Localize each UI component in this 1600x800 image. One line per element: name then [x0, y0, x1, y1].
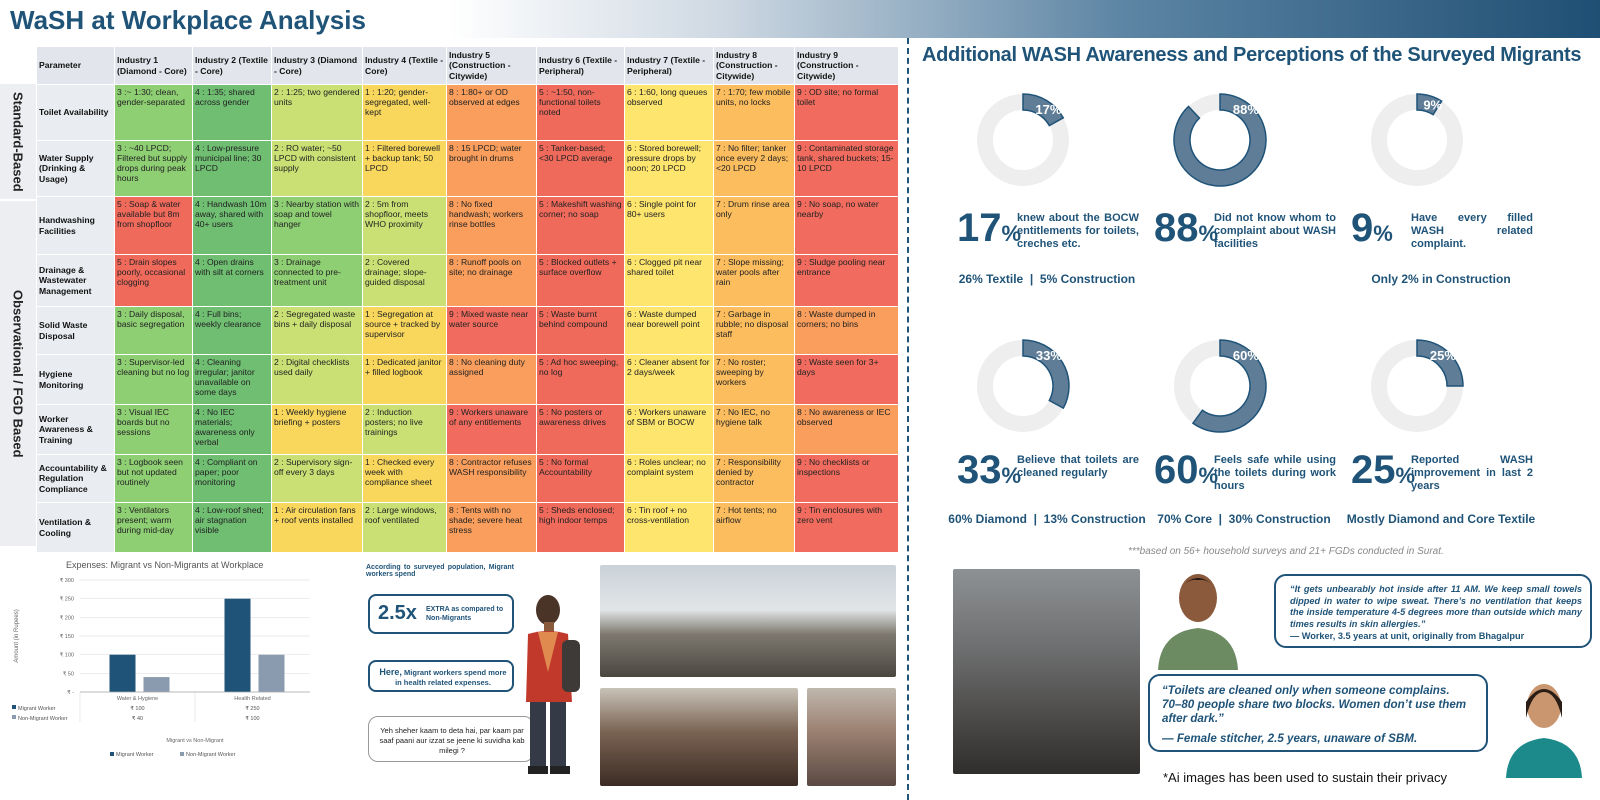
table-value: ₹ 250 — [245, 706, 260, 712]
donut-label: 25% — [1429, 348, 1456, 364]
row-parameter: Accountability & Regulation Compliance — [37, 455, 115, 503]
stat-number — [957, 448, 1021, 493]
matrix-cell: 5 : No formal Accountability — [537, 455, 625, 503]
matrix-cell: 7 : Responsibility denied by contractor — [714, 455, 795, 503]
row-parameter: Handwashing Facilities — [37, 197, 115, 255]
matrix-cell: 8 : 1:80+ or OD observed at edges — [447, 85, 537, 141]
x-tick-label: Health Related — [234, 696, 271, 702]
stat-breakdown: 26% Textile | 5% Construction — [958, 272, 1136, 286]
matrix-cell: 5 : ~1:50, non-functional toilets noted — [537, 85, 625, 141]
panel-divider — [907, 38, 909, 800]
matrix-cell: 3 :~ 1:30; clean, gender-separated — [115, 85, 193, 141]
row-parameter: Water Supply (Drinking & Usage) — [37, 141, 115, 197]
quote-2-attribution: — Female stitcher, 2.5 years, unaware of SBM. — [1162, 732, 1418, 745]
stat-number — [1351, 206, 1393, 251]
matrix-cell: 7 : Hot tents; no airflow — [714, 503, 795, 553]
header-industry-4: Industry 4 (Textile - Core) — [363, 47, 447, 85]
quote-2-text: “Toilets are cleaned only when someone complains. 70–80 people share two blocks. Women don’t use them after dark.” — [1162, 684, 1467, 726]
matrix-cell: 8 : Contractor refuses WASH responsibility — [447, 455, 537, 503]
here-text: Migrant workers spend more in health related expenses. — [395, 668, 507, 688]
stat-number-value: 9 — [1351, 206, 1374, 250]
y-tick-label: ₹ - — [67, 690, 74, 696]
matrix-cell: 6 : Clogged pit near shared toilet — [625, 255, 714, 307]
matrix-cell: 7 : No IEC, no hygiene talk — [714, 405, 795, 455]
matrix-cell: 3 : Drainage connected to pre-treatment unit — [272, 255, 363, 307]
matrix-cell: 4 : Open drains with silt at corners — [193, 255, 272, 307]
stat-description: Feels safe while using the toilets during work hours — [1214, 454, 1336, 493]
matrix-cell: 5 : Waste burnt behind compound — [537, 307, 625, 355]
matrix-cell: 2 : 1:25; two gendered units — [272, 85, 363, 141]
matrix-cell: 3 : Ventilators present; warm during mid-day — [115, 503, 193, 553]
worker-portrait-photo — [807, 688, 896, 786]
header-industry-3: Industry 3 (Diamond - Core) — [272, 47, 363, 85]
donut-chart — [1352, 321, 1482, 451]
header-industry-2: Industry 2 (Textile - Core) — [193, 47, 272, 85]
row-parameter: Worker Awareness & Training — [37, 405, 115, 455]
stat-breakdown: 70% Core | 30% Construction — [1157, 512, 1331, 526]
matrix-cell: 9 : Workers unaware of any entitlements — [447, 405, 537, 455]
stat-number-value: 25 — [1351, 448, 1396, 492]
chart-title: Expenses: Migrant vs Non-Migrants at Workplace — [66, 560, 264, 570]
matrix-row — [37, 405, 899, 455]
matrix-row — [37, 85, 899, 141]
matrix-cell: 4 : 1:35; shared across gender — [193, 85, 272, 141]
donut-label: 88% — [1232, 102, 1259, 118]
matrix-cell: 5 : Sheds enclosed; high indoor temps — [537, 503, 625, 553]
stat-percent-sign: % — [1001, 463, 1022, 488]
stat-description: knew about the BOCW entitlements for toilets, creches etc. — [1017, 212, 1139, 251]
stat-percent-sign: % — [1373, 221, 1393, 246]
expense-chart — [10, 560, 350, 775]
matrix-cell: 8 : No fixed handwash; workers rinse bottles — [447, 197, 537, 255]
matrix-cell: 5 : Soap & water available but 8m from shopfloor — [115, 197, 193, 255]
matrix-cell: 9 : No soap, no water nearby — [795, 197, 899, 255]
site-photo-waste — [600, 565, 896, 677]
stat-number-value: 60 — [1154, 448, 1199, 492]
stat-breakdown: Only 2% in Construction — [1371, 272, 1511, 286]
donut-label: 9% — [1423, 97, 1443, 113]
stat-number — [957, 206, 1021, 251]
side-label-standard — [0, 84, 36, 199]
x-tick-label: Water & Hygiene — [116, 696, 159, 702]
matrix-cell: 2 : Induction posters; no live trainings — [363, 405, 447, 455]
matrix-cell: 2 : Segregated waste bins + daily disposal — [272, 307, 363, 355]
matrix-row — [37, 455, 899, 503]
bar-migrant — [225, 599, 251, 692]
matrix-cell: 2 : Covered drainage; slope-guided disposal — [363, 255, 447, 307]
matrix-cell: 1 : Checked every week with compliance sheet — [363, 455, 447, 503]
matrix-cell: 1 : Segregation at source + tracked by supervisor — [363, 307, 447, 355]
matrix-cell: 6 : Cleaner absent for 2 days/week — [625, 355, 714, 405]
bar-migrant — [110, 655, 136, 692]
matrix-cell: 4 : Low-roof shed; air stagnation visible — [193, 503, 272, 553]
legend-swatch — [180, 752, 184, 756]
matrix-row — [37, 307, 899, 355]
page-title: WaSH at Workplace Analysis — [10, 5, 366, 35]
y-tick-label: ₹ 250 — [59, 596, 74, 603]
table-series-label: Non-Migrant Worker — [18, 716, 68, 722]
ai-image-note: *Ai images has been used to sustain their privacy — [1163, 770, 1447, 785]
donut-chart — [958, 75, 1088, 205]
y-tick-label: ₹ 300 — [59, 578, 74, 584]
legend-swatch — [12, 705, 16, 709]
stat-number-value: 17 — [957, 206, 1002, 250]
matrix-cell: 7 : 1:70; few mobile units, no locks — [714, 85, 795, 141]
table-value: ₹ 100 — [245, 716, 260, 722]
stat-number — [1154, 206, 1218, 251]
matrix-cell: 6 : Waste dumped near borewell point — [625, 307, 714, 355]
table-series-label: Migrant Worker — [18, 706, 56, 712]
matrix-cell: 3 : Daily disposal, basic segregation — [115, 307, 193, 355]
right-panel-title: Additional WASH Awareness and Perceptions of the Surveyed Migrants — [922, 44, 1582, 66]
matrix-cell: 2 : RO water; ~50 LPCD with consistent supply — [272, 141, 363, 197]
table-value: ₹ 40 — [131, 716, 144, 722]
matrix-cell: 9 : Sludge pooling near entrance — [795, 255, 899, 307]
matrix-cell: 4 : Cleaning irregular; janitor unavailable on some days — [193, 355, 272, 405]
here-bold: Here, — [379, 667, 402, 677]
stat-description: Have every filled WASH related complaint. — [1411, 212, 1533, 251]
stat-percent-sign: % — [1001, 221, 1022, 246]
matrix-cell: 1 : Air circulation fans + roof vents installed — [272, 503, 363, 553]
donut-label: 60% — [1232, 348, 1259, 364]
donut-chart — [958, 321, 1088, 451]
workers-group-photo — [600, 688, 798, 786]
header-industry-9: Industry 9 (Construction - Citywide) — [795, 47, 899, 85]
matrix-cell: 5 : Ad hoc sweeping, no log — [537, 355, 625, 405]
matrix-cell: 1 : Filtered borewell + backup tank; 50 LPCD — [363, 141, 447, 197]
factory-floor-photo — [953, 569, 1140, 774]
header-industry-8: Industry 8 (Construction - Citywide) — [714, 47, 795, 85]
matrix-cell: 4 : Compliant on paper; poor monitoring — [193, 455, 272, 503]
donut-label: 17% — [1035, 101, 1062, 117]
matrix-cell: 4 : Full bins; weekly clearance — [193, 307, 272, 355]
matrix-cell: 5 : No posters or awareness drives — [537, 405, 625, 455]
legend-label: Non-Migrant Worker — [186, 752, 236, 758]
stat-number — [1351, 448, 1415, 493]
quote-bubble-2 — [1148, 674, 1488, 752]
quote-1-attribution: — Worker, 3.5 years at unit, originally from Bhagalpur — [1290, 631, 1525, 641]
stat-number — [1154, 448, 1218, 493]
quote-bubble-1 — [1274, 574, 1592, 648]
matrix-cell: 5 : Drain slopes poorly, occasional clogging — [115, 255, 193, 307]
header-industry-5: Industry 5 (Construction - Citywide) — [447, 47, 537, 85]
according-text: According to surveyed population, Migrant workers spend — [366, 564, 514, 578]
matrix-cell: 4 : Low-pressure municipal line; 30 LPCD — [193, 141, 272, 197]
matrix-cell: 8 : No cleaning duty assigned — [447, 355, 537, 405]
stat-percent-sign: % — [1198, 463, 1219, 488]
donut-chart — [1155, 75, 1285, 205]
migrant-worker-image — [516, 592, 586, 778]
matrix-cell: 2 : Supervisory sign-off every 3 days — [272, 455, 363, 503]
matrix-cell: 3 : Nearby station with soap and towel hanger — [272, 197, 363, 255]
matrix-cell: 1 : Dedicated janitor + filled logbook — [363, 355, 447, 405]
matrix-cell: 6 : Tin roof + no cross-ventilation — [625, 503, 714, 553]
matrix-row — [37, 141, 899, 197]
matrix-cell: 4 : No IEC materials; awareness only verbal — [193, 405, 272, 455]
header-parameter: Parameter — [37, 47, 115, 85]
matrix-cell: 1 : 1:20; gender-segregated, well-kept — [363, 85, 447, 141]
donut-chart — [1155, 321, 1285, 451]
x-axis-label: Migrant vs Non-Migrant — [166, 738, 224, 744]
legend-swatch — [110, 752, 114, 756]
y-tick-label: ₹ 150 — [59, 634, 74, 640]
matrix-cell: 6 : Workers unaware of SBM or BOCW — [625, 405, 714, 455]
row-parameter: Hygiene Monitoring — [37, 355, 115, 405]
stat-description: Did not know whom to complaint about WASH facilities — [1214, 212, 1336, 251]
matrix-cell: 8 : Tents with no shade; severe heat stress — [447, 503, 537, 553]
header-industry-7: Industry 7 (Textile - Peripheral) — [625, 47, 714, 85]
multiplier-text: EXTRA as compared to Non-Migrants — [426, 606, 504, 623]
side-label-observational — [0, 201, 36, 546]
worker-portrait-female — [1498, 668, 1590, 778]
matrix-cell: 2 : Large windows, roof ventilated — [363, 503, 447, 553]
matrix-cell: 3 : Logbook seen but not updated routinely — [115, 455, 193, 503]
matrix-cell: 3 : Visual IEC boards but no sessions — [115, 405, 193, 455]
matrix-cell: 9 : No checklists or inspections — [795, 455, 899, 503]
stat-breakdown: Mostly Diamond and Core Textile — [1346, 512, 1536, 526]
matrix-table — [36, 46, 899, 553]
header-industry-6: Industry 6 (Textile - Peripheral) — [537, 47, 625, 85]
y-tick-label: ₹ 100 — [59, 652, 74, 659]
matrix-cell: 4 : Handwash 10m away, shared with 40+ users — [193, 197, 272, 255]
matrix-cell: 5 : Tanker-based; <30 LPCD average — [537, 141, 625, 197]
stat-breakdown: 60% Diamond | 13% Construction — [948, 512, 1146, 526]
matrix-cell: 2 : Digital checklists used daily — [272, 355, 363, 405]
stat-number-value: 88 — [1154, 206, 1199, 250]
matrix-cell: 8 : No awareness or IEC observed — [795, 405, 899, 455]
matrix-cell: 5 : Blocked outlets + surface overflow — [537, 255, 625, 307]
legend-swatch — [12, 715, 16, 719]
matrix-cell: 6 : 1:60, long queues observed — [625, 85, 714, 141]
multiplier-callout — [368, 594, 514, 634]
legend-label: Migrant Worker — [116, 752, 154, 758]
quote-1-text: “It gets unbearably hot inside after 11 AM. We keep small towels dipped in water to wipe sweat. There’s no ventilation that keeps the inside temperature 4-5 degrees more than outside which many times results in skin allergies.” — [1290, 584, 1582, 629]
speech-bubble — [368, 716, 534, 762]
y-tick-label: ₹ 50 — [62, 671, 74, 678]
speech-text: Yeh sheher kaam to deta hai, par kaam par saaf paani aur izzat se jeene ki suvidha kab milegi ? — [379, 726, 525, 755]
matrix-row — [37, 355, 899, 405]
matrix-cell: 9 : OD site; no formal toilet — [795, 85, 899, 141]
matrix-cell: 9 : Mixed waste near water source — [447, 307, 537, 355]
header-industry-1: Industry 1 (Diamond - Core) — [115, 47, 193, 85]
multiplier-value: 2.5x — [378, 602, 417, 624]
stat-description: Reported WASH improvement in last 2 years — [1411, 454, 1533, 493]
bar-non-migrant — [144, 677, 170, 692]
stat-percent-sign: % — [1395, 463, 1416, 488]
matrix-cell: 7 : Slope missing; water pools after rain — [714, 255, 795, 307]
donut-chart — [1352, 75, 1482, 205]
matrix-cell: 2 : 5m from shopfloor, meets WHO proximity — [363, 197, 447, 255]
matrix-cell: 6 : Single point for 80+ users — [625, 197, 714, 255]
matrix-cell: 8 : 15 LPCD; water brought in drums — [447, 141, 537, 197]
matrix-cell: 7 : Garbage in rubble; no disposal staff — [714, 307, 795, 355]
y-tick-label: ₹ 200 — [59, 615, 74, 622]
worker-portrait-male — [1148, 560, 1248, 670]
row-parameter: Toilet Availability — [37, 85, 115, 141]
bar-non-migrant — [259, 655, 285, 692]
matrix-cell: 8 : Runoff pools on site; no drainage — [447, 255, 537, 307]
side-label-text: Observational / FGD Based — [10, 289, 26, 458]
matrix-row — [37, 255, 899, 307]
matrix-cell: 7 : Drum rinse area only — [714, 197, 795, 255]
matrix-cell: 9 : Contaminated storage tank, shared buckets; 15-10 LPCD — [795, 141, 899, 197]
donut-track — [1379, 102, 1455, 178]
matrix-cell: 7 : No roster; sweeping by workers — [714, 355, 795, 405]
row-parameter: Ventilation & Cooling — [37, 503, 115, 553]
donut-label: 33% — [1035, 348, 1062, 364]
survey-footnote: ***based on 56+ household surveys and 21+ FGDs conducted in Surat. — [1128, 546, 1444, 557]
stat-number-value: 33 — [957, 448, 1002, 492]
matrix-cell: 3 : Supervisor-led cleaning but no log — [115, 355, 193, 405]
table-value: ₹ 100 — [130, 706, 145, 712]
bar-chart-svg — [10, 560, 350, 775]
matrix-row — [37, 503, 899, 553]
here-callout — [368, 660, 514, 692]
stat-percent-sign: % — [1198, 221, 1219, 246]
y-axis-label: Amount (in Rupees) — [14, 609, 20, 663]
matrix-cell: 5 : Makeshift washing corner; no soap — [537, 197, 625, 255]
matrix-cell: 1 : Weekly hygiene briefing + posters — [272, 405, 363, 455]
matrix-row — [37, 197, 899, 255]
stat-description: Believe that toilets are cleaned regularly — [1017, 454, 1139, 480]
matrix-cell: 6 : Stored borewell; pressure drops by noon; 20 LPCD — [625, 141, 714, 197]
matrix-cell: 6 : Roles unclear; no complaint system — [625, 455, 714, 503]
side-label-text: Standard-Based — [10, 91, 26, 192]
matrix-cell: 8 : Waste dumped in corners; no bins — [795, 307, 899, 355]
matrix-cell: 7 : No filter; tanker once every 2 days; <20 LPCD — [714, 141, 795, 197]
matrix-cell: 9 : Tin enclosures with zero vent — [795, 503, 899, 553]
matrix-cell: 3 : ~40 LPCD; Filtered but supply drops during peak hours — [115, 141, 193, 197]
row-parameter: Drainage & Wastewater Management — [37, 255, 115, 307]
matrix-cell: 9 : Waste seen for 3+ days — [795, 355, 899, 405]
row-parameter: Solid Waste Disposal — [37, 307, 115, 355]
